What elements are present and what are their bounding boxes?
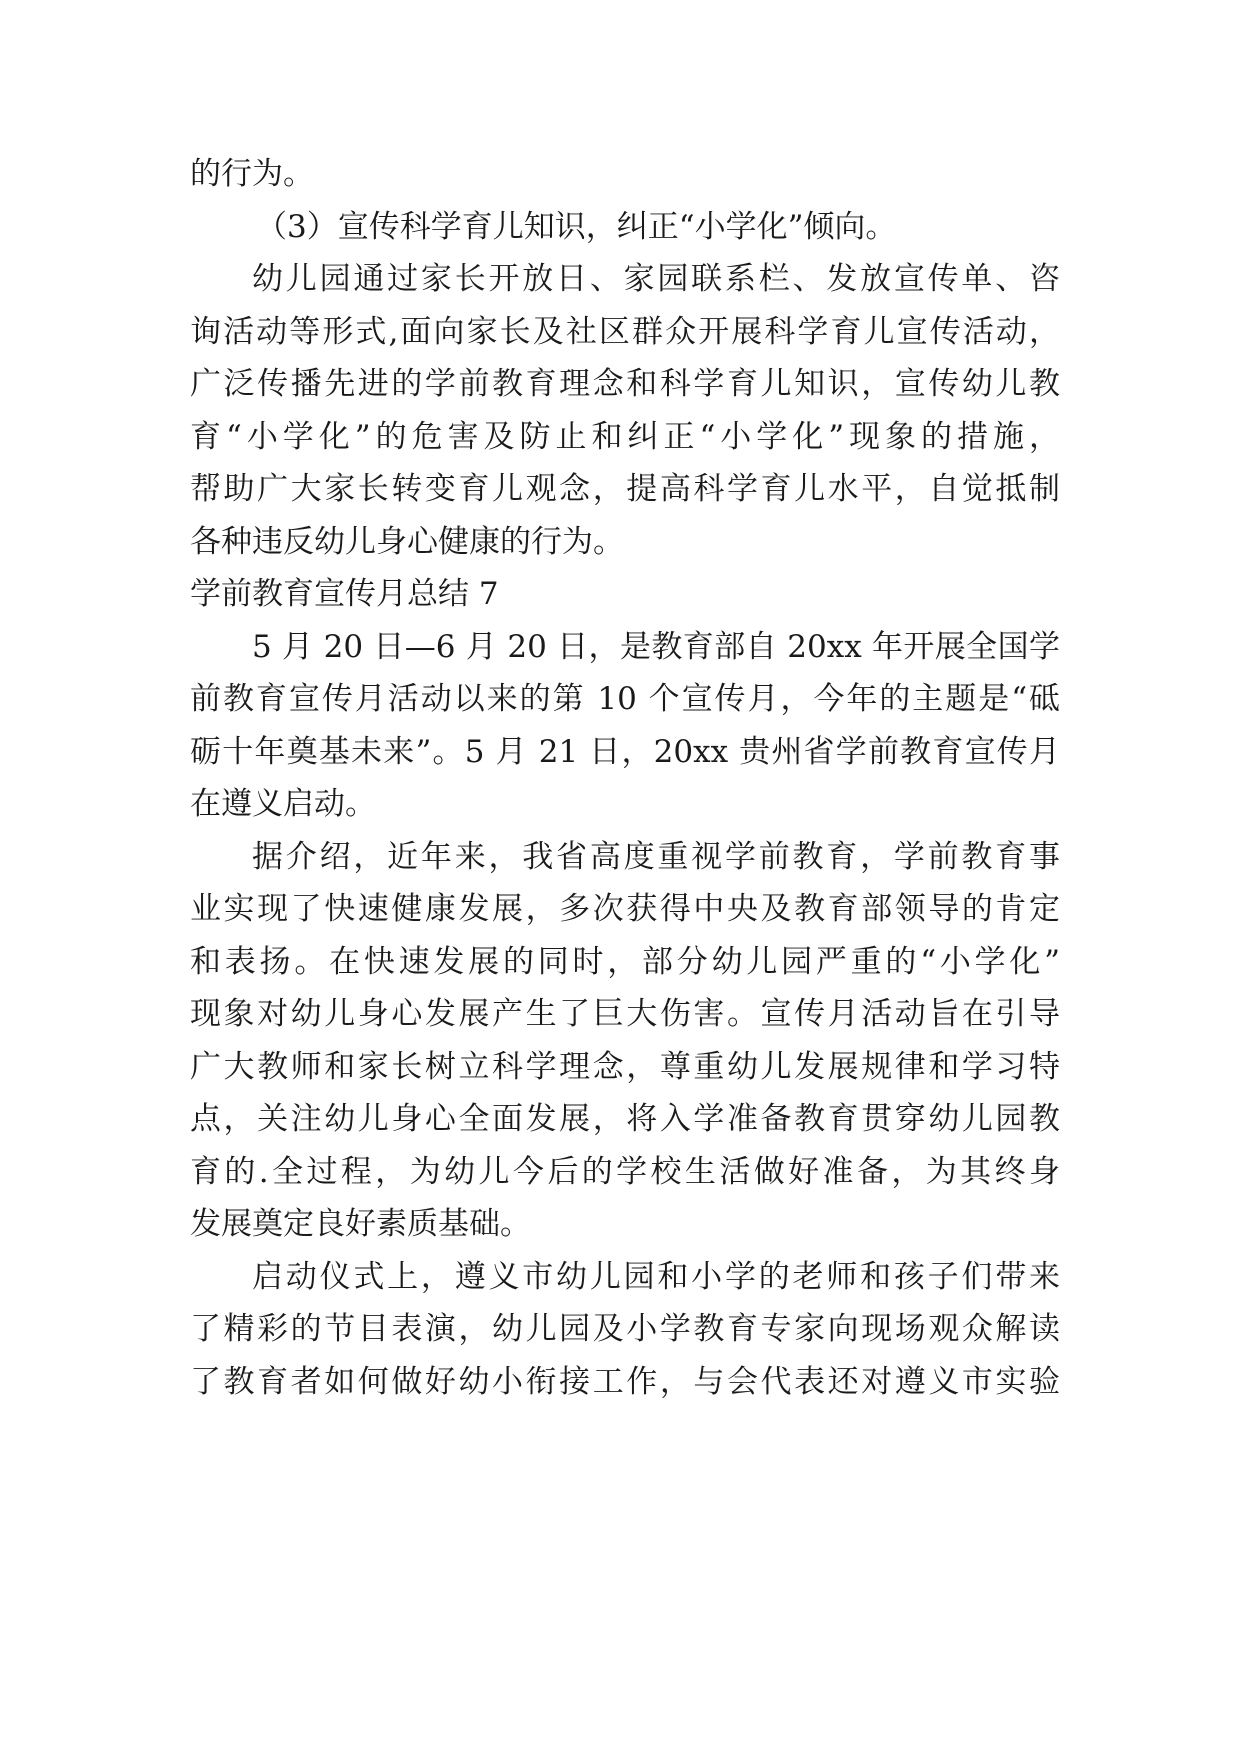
- document-body: [190, 148, 1060, 1408]
- paragraph-line: 5 月 20 日—6 月 20 日，是教育部自 20xx 年开展全国学: [252, 628, 1060, 665]
- paragraph-line: 业实现了快速健康发展，多次获得中央及教育部领导的肯定: [190, 891, 1060, 927]
- paragraph-line: 点，关注幼儿身心全面发展，将入学准备教育贯穿幼儿园教: [190, 1101, 1060, 1137]
- paragraph-line: 砺十年奠基未来”。5 月 21 日，20xx 贵州省学前教育宣传月: [190, 733, 1060, 770]
- subheading-line: （3）宣传科学育儿知识，纠正“小学化”倾向。: [256, 208, 897, 245]
- paragraph-line: 现象对幼儿身心发展产生了巨大伤害。宣传月活动旨在引导: [190, 996, 1060, 1032]
- paragraph-line: 询活动等形式,面向家长及社区群众开展科学育儿宣传活动，: [190, 313, 1060, 350]
- paragraph-line: 各种违反幼儿身心健康的行为。: [190, 523, 624, 560]
- paragraph-line: 了教育者如何做好幼小衔接工作，与会代表还对遵义市实验: [190, 1363, 1060, 1400]
- paragraph-line: 了精彩的节目表演，幼儿园及小学教育专家向现场观众解读: [190, 1311, 1060, 1347]
- paragraph-line: 前教育宣传月活动以来的第 10 个宣传月，今年的主题是“砥: [190, 681, 1060, 717]
- paragraph-line: 帮助广大家长转变育儿观念，提高科学育儿水平，自觉抵制: [190, 471, 1060, 507]
- paragraph-line: 在遵义启动。: [190, 786, 376, 822]
- paragraph-line: 启动仪式上，遵义市幼儿园和小学的老师和孩子们带来: [252, 1258, 1060, 1295]
- section-title: 学前教育宣传月总结 7: [190, 576, 499, 612]
- paragraph-line: 育“小学化”的危害及防止和纠正“小学化”现象的措施，: [190, 418, 1060, 455]
- paragraph-line: 广大教师和家长树立科学理念，尊重幼儿发展规律和学习特: [190, 1048, 1060, 1085]
- paragraph-line: 据介绍，近年来，我省高度重视学前教育，学前教育事: [252, 838, 1060, 875]
- paragraph-line: 发展奠定良好素质基础。: [190, 1206, 531, 1242]
- paragraph-line: 的行为。: [190, 156, 314, 192]
- paragraph-line: 广泛传播先进的学前教育理念和科学育儿知识，宣传幼儿教: [190, 366, 1060, 402]
- paragraph-line: 幼儿园通过家长开放日、家园联系栏、发放宣传单、咨: [252, 261, 1060, 297]
- paragraph-line: 和表扬。在快速发展的同时，部分幼儿园严重的“小学化”: [190, 943, 1060, 980]
- paragraph-line: 育的.全过程，为幼儿今后的学校生活做好准备，为其终身: [190, 1153, 1060, 1190]
